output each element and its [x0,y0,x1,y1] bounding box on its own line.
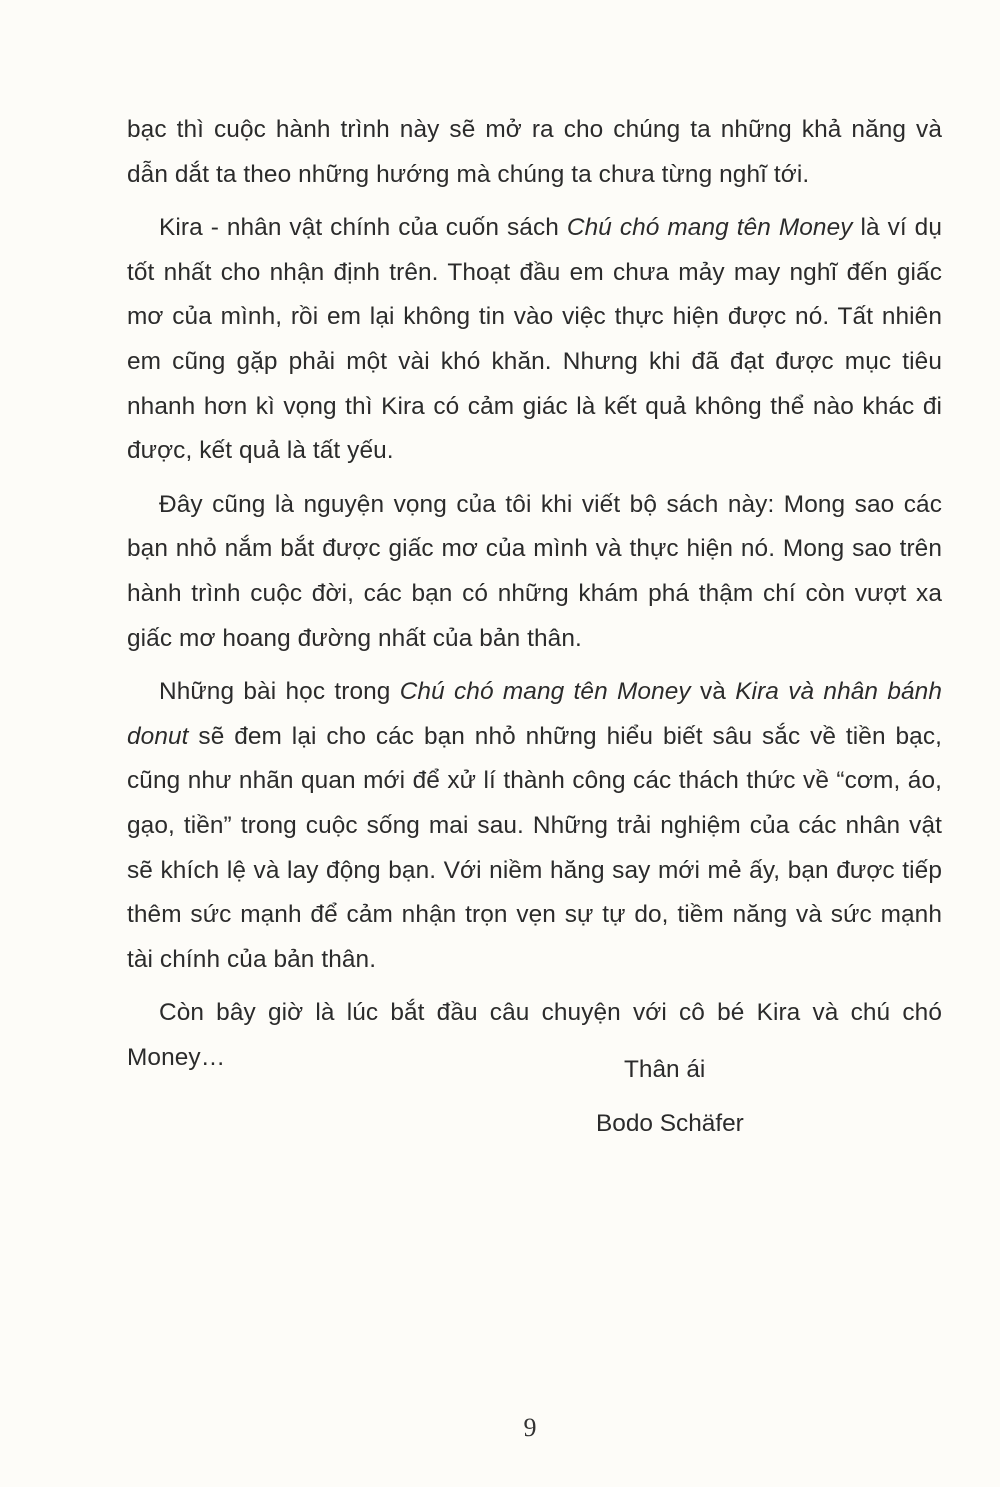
book-title-donut: Kira và nhân bánh donut [127,678,942,750]
paragraph-5 [127,991,942,1080]
paragraph-4-text-b: và [690,678,736,706]
author-signature: Bodo Schäfer [596,1110,744,1137]
paragraph-3 [127,483,942,661]
closing-greeting: Thân ái [624,1056,706,1083]
paragraph-1-text: bạc thì cuộc hành trình này sẽ mở ra cho chúng ta những khả năng và dẫn dắt ta theo những hướng mà chúng ta chưa từng nghĩ tới. [127,116,942,188]
paragraph-1 [127,108,942,197]
book-title-money: Chú chó mang tên Money [566,214,853,242]
paragraph-5-text: Còn bây giờ là lúc bắt đầu câu chuyện với cô bé Kira và chú chó Money… [127,999,942,1071]
paragraph-2-text-a: Kira - nhân vật chính của cuốn sách [159,214,567,242]
paragraph-2-text-b: là ví dụ tốt nhất cho nhận định trên. Thoạt đầu em chưa mảy may nghĩ đến giấc mơ của mình, rồi em lại không tin vào việc thực hiện được nó. Tất nhiên em cũng gặp phải một vài khó khăn. Nhưng khi đã đạt được mục tiêu nhanh hơn kì vọng thì Kira có cảm giác là kết quả không thể nào khác đi được, kết quả là tất yếu. [127,214,942,465]
paragraph-4-text-c: sẽ đem lại cho các bạn nhỏ những hiểu biết sâu sắc về tiền bạc, cũng như nhãn quan mới để xử lí thành công các thách thức về “cơm, áo, gạo, tiền” trong cuộc sống mai sau. Những trải nghiệm của các nhân vật sẽ khích lệ và lay động bạn. Với niềm hăng say mới mẻ ấy, bạn được tiếp thêm sức mạnh để cảm nhận trọn vẹn sự tự do, tiềm năng và sức mạnh tài chính của bản thân. [127,722,942,973]
paragraph-4 [127,670,942,982]
paragraph-2 [127,206,942,474]
paragraph-3-text: Đây cũng là nguyện vọng của tôi khi viết bộ sách này: Mong sao các bạn nhỏ nắm bắt được giấc mơ của mình và thực hiện nó. Mong sao trên hành trình cuộc đời, các bạn có những khám phá thậm chí còn vượt xa giấc mơ hoang đường nhất của bản thân. [127,490,942,652]
book-title-money: Chú chó mang tên Money [399,678,691,706]
body-text [127,108,942,1089]
paragraph-4-text-a: Những bài học trong [159,678,400,706]
page-number: 9 [523,1413,537,1442]
